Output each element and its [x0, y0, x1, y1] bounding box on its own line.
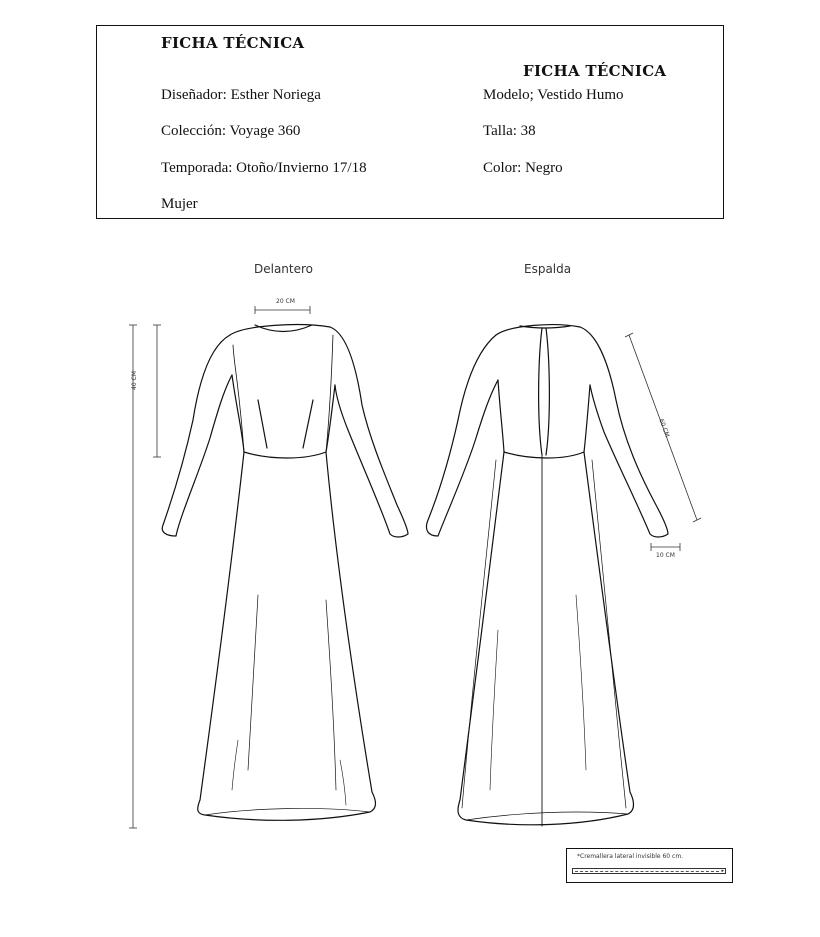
- front-dress-sketch: [162, 325, 408, 821]
- season-field: Temporada: Otoño/Invierno 17/18: [161, 160, 367, 176]
- neck-width-label: 20 CM: [276, 298, 295, 305]
- size-field: Talla: 38: [483, 123, 536, 139]
- title-left: FICHA TÉCNICA: [161, 34, 305, 52]
- model-field: Modelo; Vestido Humo: [483, 87, 624, 103]
- zipper-note-box: [566, 848, 733, 883]
- bodice-length-label: 40 CM: [131, 371, 138, 390]
- title-right: FICHA TÉCNICA: [523, 62, 667, 80]
- cuff-width-label: 10 CM: [656, 552, 675, 559]
- front-view-label: Delantero: [254, 262, 314, 276]
- sleeve-length-label: 60 CM: [657, 418, 671, 439]
- zipper-teeth: [575, 871, 719, 872]
- zipper-note-text: *Cremallera lateral invisible 60 cm.: [577, 853, 684, 860]
- zipper-pull-icon: ▸: [721, 869, 724, 874]
- designer-field: Diseñador: Esther Noriega: [161, 87, 321, 103]
- back-view-label: Espalda: [524, 262, 572, 276]
- gender-field: Mujer: [161, 196, 198, 212]
- zipper-icon: [572, 868, 726, 874]
- collection-field: Colección: Voyage 360: [161, 123, 301, 139]
- back-dress-sketch: [426, 325, 671, 826]
- color-field: Color: Negro: [483, 160, 563, 176]
